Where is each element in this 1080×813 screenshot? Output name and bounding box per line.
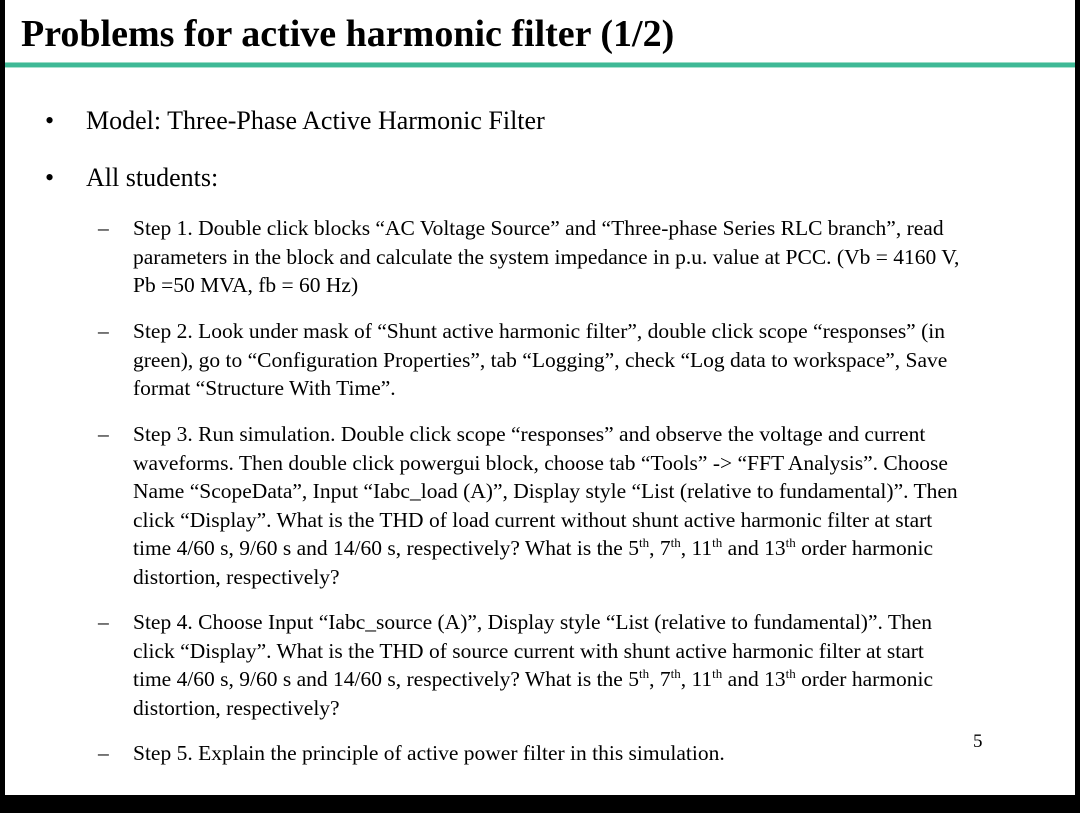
step-line: green), go to “Configuration Properties”, tab “Logging”, check “Log data to workspace”, Save: [133, 347, 948, 372]
step-marker: –: [98, 422, 109, 446]
bullet-marker: •: [45, 163, 55, 192]
step-line: waveforms. Then double click powergui block, choose tab “Tools” -> “FFT Analysis”. Choose: [133, 450, 948, 475]
step-text: [133, 420, 1063, 591]
text-run: and 13: [722, 667, 786, 691]
step-line: Name “ScopeData”, Input “Iabc_load (A)”, Display style “List (relative to fundamental)”. Then: [133, 479, 958, 503]
step-text: [133, 608, 1063, 722]
step-marker: –: [98, 741, 109, 765]
text-run: , 11: [680, 667, 713, 691]
step-text: [133, 317, 1063, 403]
step-line: click “Display”. What is the THD of load current without shunt active harmonic filter at start: [133, 507, 933, 532]
superscript: th: [638, 535, 650, 550]
step-line: parameters in the block and calculate the system impedance in p.u. value at PCC. (Vb = 4160 V,: [133, 244, 960, 269]
text-run: order harmonic: [795, 536, 934, 560]
step-line: click “Display”. What is the THD of source current with shunt active harmonic filter at start: [133, 638, 924, 663]
step-line: distortion, respectively?: [133, 564, 340, 589]
step-marker: –: [98, 319, 109, 343]
superscript: th: [712, 666, 723, 681]
superscript: th: [670, 535, 681, 550]
text-run: and 13: [722, 536, 786, 560]
step-text: [133, 214, 1063, 300]
step-line: Step 4. Choose Input “Iabc_source (A)”, Display style “List (relative to fundamental)”. Then: [133, 610, 933, 634]
step-line-harmonics: [133, 665, 1063, 694]
bullet-text: All students:: [86, 163, 219, 192]
superscript: th: [785, 666, 796, 681]
step-marker: –: [98, 610, 109, 634]
page-number: 5: [973, 731, 983, 752]
text-run: time 4/60 s, 9/60 s and 14/60 s, respectively? What is the 5: [133, 667, 639, 691]
step-line: Step 3. Run simulation. Double click scope “responses” and observe the voltage and current: [133, 422, 926, 446]
text-run: order harmonic: [795, 667, 934, 691]
superscript: th: [638, 666, 650, 681]
step-line: Step 2. Look under mask of “Shunt active harmonic filter”, double click scope “responses” (in: [133, 319, 945, 343]
step-line: format “Structure With Time”.: [133, 376, 396, 400]
slide: [5, 0, 1075, 795]
superscript: th: [785, 535, 796, 550]
title-divider: [5, 62, 1075, 68]
step-line: Step 5. Explain the principle of active power filter in this simulation.: [133, 741, 725, 765]
step-line: Step 1. Double click blocks “AC Voltage Source” and “Three-phase Series RLC branch”, read: [133, 216, 944, 240]
bullet-marker: •: [45, 106, 55, 135]
step-line: distortion, respectively?: [133, 695, 340, 720]
text-run: time 4/60 s, 9/60 s and 14/60 s, respectively? What is the 5: [133, 536, 639, 560]
superscript: th: [712, 535, 723, 550]
superscript: th: [670, 666, 681, 681]
step-line: Pb =50 MVA, fb = 60 Hz): [133, 273, 359, 297]
slide-title: Problems for active harmonic filter (1/2): [21, 13, 675, 55]
step-line-harmonics: [133, 534, 1063, 563]
text-run: , 7: [649, 536, 671, 560]
step-marker: –: [98, 216, 109, 240]
bullet-text: Model: Three-Phase Active Harmonic Filter: [86, 106, 545, 135]
text-run: , 7: [649, 667, 671, 691]
text-run: , 11: [680, 536, 713, 560]
step-text: [133, 739, 1063, 768]
